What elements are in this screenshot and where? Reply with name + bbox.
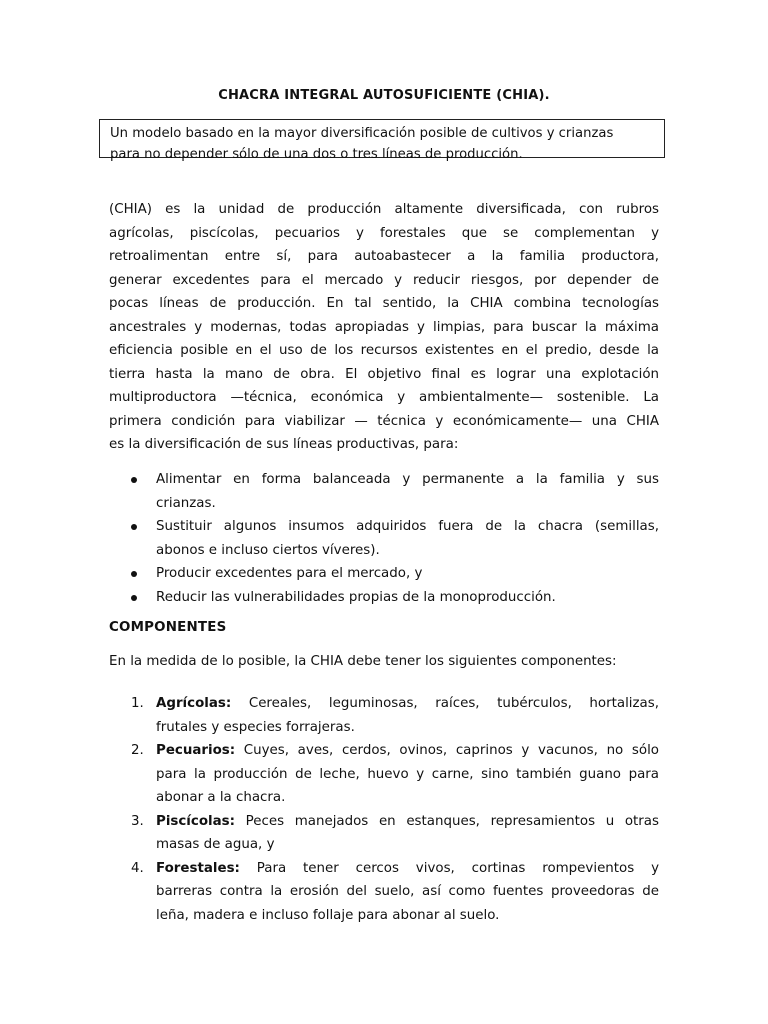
component-item: [109, 810, 659, 857]
component-item: [109, 857, 659, 928]
component-line: para la producción de leche, huevo y carne, sino también guano para: [156, 766, 659, 782]
document-title: CHACRA INTEGRAL AUTOSUFICIENTE (CHIA).: [218, 88, 550, 103]
list-item-line: abonos e incluso ciertos víveres).: [156, 542, 380, 558]
bullet-icon: [131, 571, 137, 577]
component-label: Pecuarios:: [156, 743, 236, 758]
list-item: [109, 562, 659, 586]
paragraph-line: es la diversificación de sus líneas productivas, para:: [109, 437, 459, 452]
paragraph-line: agrícolas, piscícolas, pecuarios y forestales que se complementan y: [109, 225, 659, 241]
list-item-line: Alimentar en forma balanceada y permanente a la familia y sus: [156, 472, 659, 487]
component-label: Forestales:: [156, 860, 240, 876]
item-number: 4.: [131, 860, 144, 876]
component-line: masas de agua, y: [156, 837, 275, 852]
paragraph-line: (CHIA) es la unidad de producción altamente diversificada, con rubros: [109, 202, 659, 217]
list-item: [109, 586, 659, 610]
component-label: Piscícolas:: [156, 813, 235, 829]
paragraph-line: retroalimentan entre sí, para autoabastecer a la familia productora,: [109, 249, 659, 264]
list-item: [109, 515, 659, 562]
paragraph-line: generar excedentes para el mercado y reducir riesgos, por depender de: [109, 272, 659, 288]
component-line: abonar a la chacra.: [156, 790, 286, 805]
summary-box: [99, 119, 665, 162]
components-list: [109, 692, 659, 927]
bullet-list: [109, 468, 659, 609]
component-text: Para tener cercos vivos, cortinas rompevientos y: [239, 860, 659, 876]
paragraph-line: pocas líneas de producción. En tal sentido, la CHIA combina tecnologías: [109, 296, 659, 311]
component-line: frutales y especies forrajeras.: [156, 719, 355, 735]
paragraph-line: ancestrales y modernas, todas apropiadas y limpias, para buscar la máxima: [109, 319, 659, 335]
description-paragraph: [109, 198, 659, 457]
component-text: Cuyes, aves, cerdos, ovinos, caprinos y vacunos, no sólo: [235, 743, 659, 758]
paragraph-line: multiproductora —técnica, económica y ambientalmente— sostenible. La: [109, 390, 659, 405]
component-line: [156, 692, 659, 716]
component-text: Peces manejados en estanques, represamientos u otras: [235, 813, 659, 829]
component-item: [109, 739, 659, 810]
component-line: leña, madera e incluso follaje para abonar al suelo.: [156, 907, 500, 923]
bullet-icon: [131, 477, 137, 483]
bullet-icon: [131, 595, 137, 601]
component-item: [109, 692, 659, 739]
component-label: Agrícolas:: [156, 696, 232, 711]
component-line: [156, 857, 659, 881]
paragraph-line: eficiencia posible en el uso de los recursos existentes en el predio, desde la: [109, 343, 659, 358]
component-text: Cereales, leguminosas, raíces, tubérculos, hortalizas,: [231, 696, 659, 711]
section-heading: COMPONENTES: [109, 620, 227, 635]
bullet-icon: [131, 524, 137, 530]
item-number: 1.: [131, 696, 144, 711]
list-item-line: Producir excedentes para el mercado, y: [156, 566, 423, 581]
component-line: barreras contra la erosión del suelo, así como fuentes proveedoras de: [156, 884, 659, 899]
component-line: [156, 739, 659, 763]
paragraph-line: tierra hasta la mano de obra. El objetivo final es lograr una explotación: [109, 366, 659, 382]
item-number: 2.: [131, 743, 144, 758]
summary-line: Un modelo basado en la mayor diversificación posible de cultivos y crianzas: [110, 126, 614, 141]
list-item-line: crianzas.: [156, 495, 216, 511]
list-item-line: Sustituir algunos insumos adquiridos fuera de la chacra (semillas,: [156, 519, 659, 534]
list-item-line: Reducir las vulnerabilidades propias de la monoproducción.: [156, 589, 556, 605]
section-intro: En la medida de lo posible, la CHIA debe tener los siguientes componentes:: [109, 654, 617, 669]
paragraph-line: primera condición para viabilizar — técnica y económicamente— una CHIA: [109, 413, 659, 429]
list-item: [109, 468, 659, 515]
item-number: 3.: [131, 813, 144, 829]
component-line: [156, 810, 659, 834]
summary-line: para no depender sólo de una dos o tres líneas de producción.: [110, 147, 523, 162]
